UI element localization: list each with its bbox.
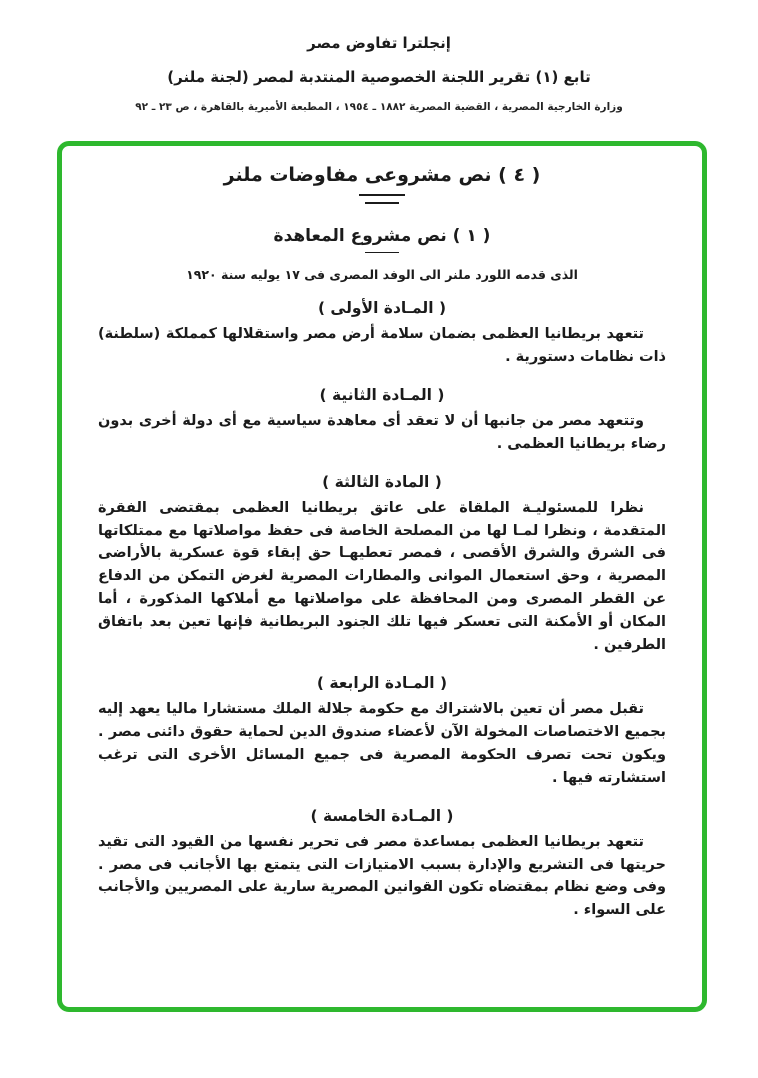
- subtitle-rule: [365, 252, 399, 254]
- article-heading: ( المادة الثالثة ): [322, 472, 442, 491]
- article-section-4: [98, 674, 666, 790]
- report-title: تابع (١) تقرير اللجنة الخصوصية المنتدبة لمصر (لجنة ملنر): [167, 68, 591, 86]
- article-body: تتعهد بريطانيا العظمى بضمان سلامة أرض مصر واستقلالها كمملكة (سلطنة) ذات نظامات دستورية .: [98, 326, 666, 365]
- article-body: وتتعهد مصر من جانبها أن لا تعقد أى معاهدة سياسية مع أى دولة أخرى بدون رضاء بريطانيا العظمى .: [98, 412, 666, 452]
- document-frame: [57, 141, 707, 1012]
- document-subtitle: ( ١ ) نص مشروع المعاهدة: [273, 225, 491, 246]
- article-section-3: [98, 473, 666, 657]
- article-section-5: [98, 807, 666, 923]
- article-heading: ( المـادة الأولى ): [317, 299, 447, 317]
- article-body: نظرا للمسئوليـة الملقاة على عاتق بريطانيا العظمى بمقتضى الفقرة المتقدمة ، ونظرا لمـا لها من المصلحة الخاصة فى حفظ مواصلاتها مع ممتلكاتها فى الشرق والشرق الأقصى ، فمصر تعطيهـا حق إبقاء قوة عسكرية بالأراضى المصرية ، وحق استعمال الموانى والمطارات المصرية لغرض التمكن من الدفاع عن القطر المصرى ومن المحافظة على مواصلاتها مع أملاكها المذكورة ، أما المكان أو الأمكنة التى تعسكر فيها تلك الجنود البريطانية فإنها تعين بعد باتفاق الطرفين .: [98, 499, 666, 654]
- title-rule-top: [359, 194, 405, 196]
- article-section-2: [98, 386, 666, 456]
- article-heading: ( المـادة الثانية ): [319, 385, 445, 404]
- article-body: تتعهد بريطانيا العظمى بمساعدة مصر فى تحرير نفسها من القيود التى تقيد حريتها فى التشريع والإدارة بسبب الامتيازات التى يتمتع بها الأجانب فى مصر . وفى وضع نظام بمقتضاه تكون القوانين المصرية سارية على المصريين والأجانب على السواء .: [98, 833, 666, 919]
- article-section-1: [98, 299, 666, 369]
- presentation-note: الذى قدمه اللورد ملنر الى الوفد المصرى فى ١٧ يوليه سنة ١٩٢٠: [186, 267, 578, 282]
- article-heading: ( المـادة الخامسة ): [310, 806, 454, 825]
- source-note: وزارة الخارجية المصرية ، القضية المصرية ١٨٨٢ ـ ١٩٥٤ ، المطبعة الأميرية بالقاهرة ، ص ٢٣ ـ ٩٢: [135, 101, 623, 113]
- series-title: إنجلترا تفاوض مصر: [307, 34, 451, 52]
- article-body: تقبل مصر أن تعين بالاشتراك مع حكومة جلالة الملك مستشارا ماليا يعهد إليه بجميع الاختصاصات المخولة الآن لأعضاء صندوق الدين لحماية حقوق دائنى مصر . ويكون تحت تصرف الحكومة المصرية فى جميع المسائل الأخرى التى ترغب استشارته فيها .: [98, 700, 666, 786]
- title-rule-bottom: [365, 202, 399, 204]
- document-title: ( ٤ ) نص مشروعى مفاوضات ملنر: [223, 164, 541, 186]
- page-header: [0, 34, 758, 113]
- article-heading: ( المـادة الرابعة ): [316, 673, 448, 692]
